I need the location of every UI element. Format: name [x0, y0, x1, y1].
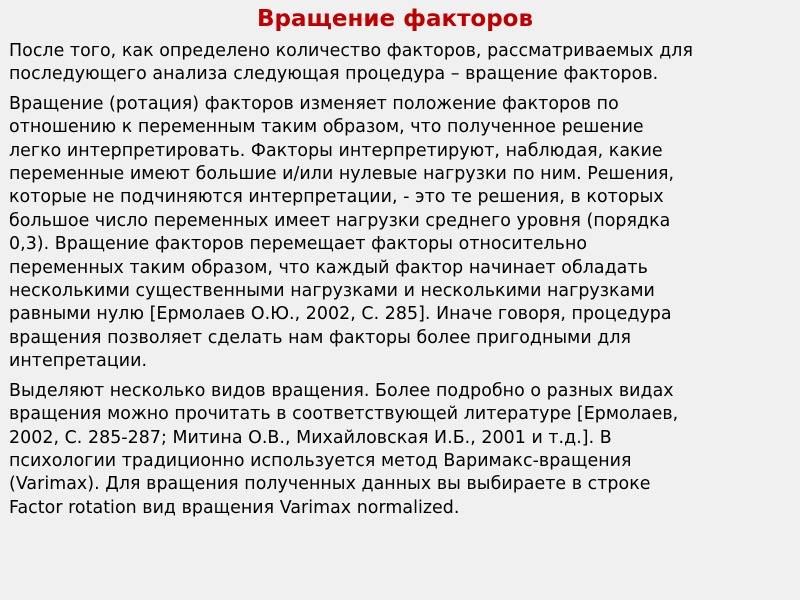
paragraph-line: несколькими существенными нагрузками и несколькими нагрузками — [9, 281, 655, 302]
paragraph-line: Выделяют несколько видов вращения. Более подробно о разных видах — [9, 380, 674, 401]
paragraph-line: переменных таким образом, что каждый фактор начинает обладать — [9, 257, 648, 278]
paragraph-line: легко интерпретировать. Факторы интерпретируют, наблюдая, какие — [9, 140, 663, 161]
body-paragraph — [9, 93, 793, 374]
paragraph-line: большое число переменных имеет нагрузки среднего уровня (порядка — [9, 210, 671, 231]
paragraph-line: 2002, С. 285-287; Митина О.В., Михайловская И.Б., 2001 и т.д.]. В — [9, 427, 612, 448]
paragraph-line: отношению к переменным таким образом, что полученное решение — [9, 117, 644, 138]
paragraph-line: интепретации. — [9, 351, 148, 372]
body-paragraph — [9, 380, 793, 520]
slide-title: Вращение факторов — [256, 6, 534, 32]
paragraph-line: Вращение (ротация) факторов изменяет положение факторов по — [9, 93, 619, 114]
paragraph-line: равными нулю [Ермолаев О.Ю., 2002, С. 285]. Иначе говоря, процедура — [9, 304, 672, 325]
paragraph-line: последующего анализа следующая процедура – вращение факторов. — [9, 64, 659, 85]
paragraph-line: После того, как определено количество факторов, рассматриваемых для — [9, 41, 693, 61]
paragraph-line: вращения можно прочитать в соответствующей литературе [Ермолаев, — [9, 404, 679, 425]
paragraph-line: психологии традиционно используется метод Варимакс-вращения — [9, 450, 632, 471]
paragraph-line: которые не подчиняются интерпретации, - это те решения, в которых — [9, 187, 664, 208]
paragraph-line: 0,3). Вращение факторов перемещает факторы относительно — [9, 234, 588, 255]
slide-body — [9, 40, 793, 526]
paragraph-line: (Varimax). Для вращения полученных данных вы выбираете в строке — [9, 474, 651, 495]
body-paragraph — [9, 40, 793, 87]
paragraph-line: вращения позволяет сделать нам факторы более пригодными для — [9, 327, 632, 348]
paragraph-line: Factor rotation вид вращения Varimax normalized. — [9, 497, 460, 518]
paragraph-line: переменные имеют большие и/или нулевые нагрузки по ним. Решения, — [9, 164, 675, 185]
